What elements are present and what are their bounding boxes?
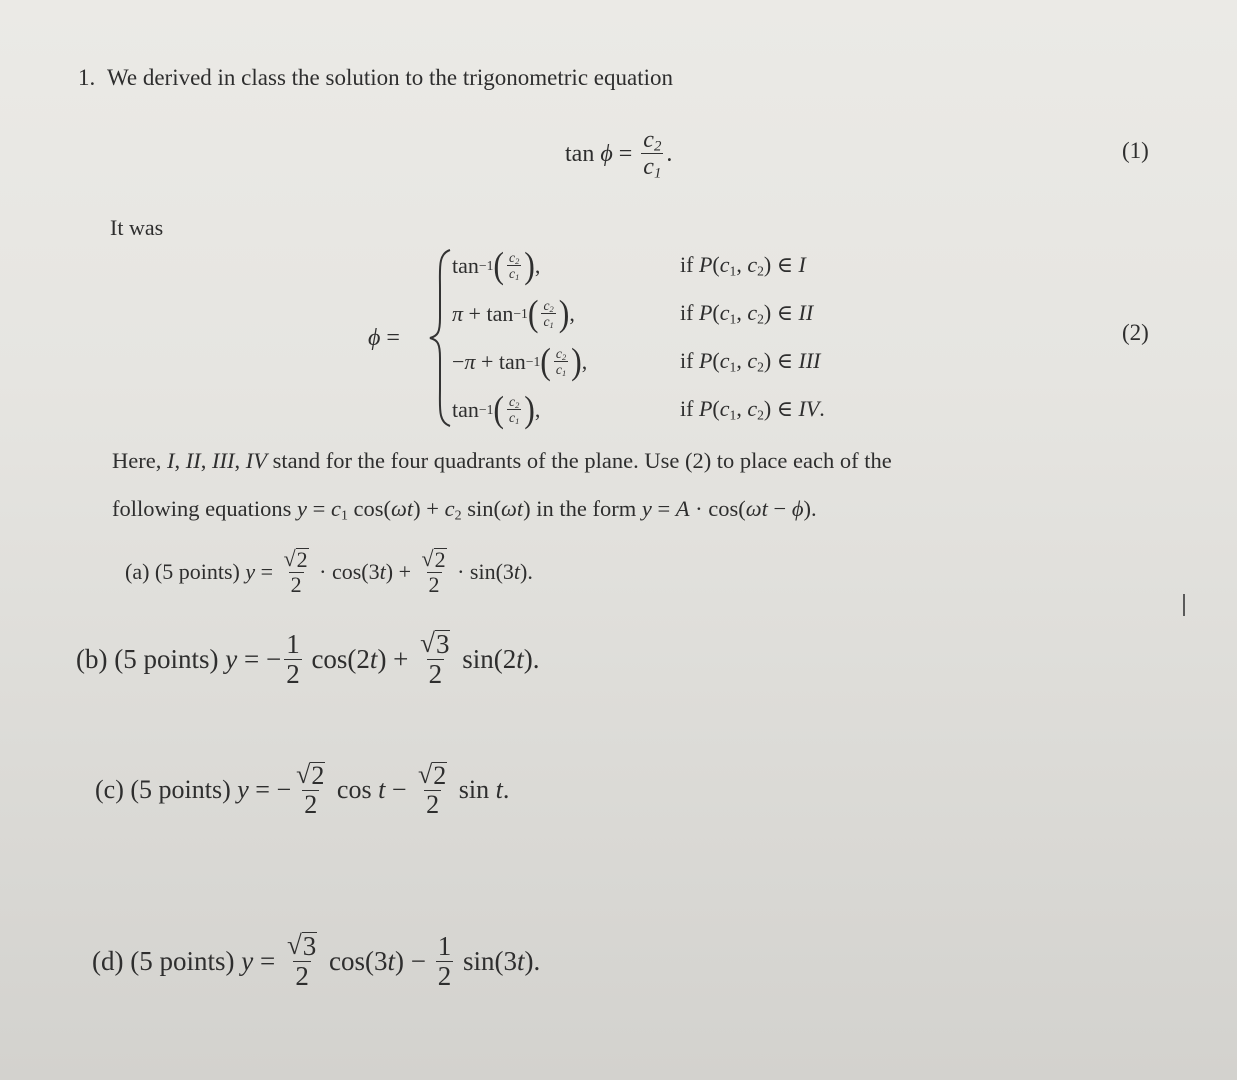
part-d: (d) (5 points) y = √ 3 2 cos(3 t ) − $\frac{1}{2}$ sin(3 t ). bbox=[92, 930, 541, 991]
part-b-points: (5 points) bbox=[114, 643, 219, 674]
equation-2-lhs: ϕ = bbox=[368, 325, 400, 351]
equation-2-tag: (2) bbox=[1122, 320, 1149, 345]
problem-number: 1. bbox=[78, 65, 96, 90]
part-c: (c) (5 points) y = − √ 2 2 cos t − √ 2 2 sin t . bbox=[95, 760, 510, 819]
left-brace bbox=[428, 248, 454, 428]
part-a-points: (5 points) bbox=[154, 559, 240, 584]
part-a-label: (a) bbox=[125, 559, 150, 584]
part-d-points: (5 points) bbox=[130, 945, 235, 976]
instructions-line-2: following equations $y = c_1$ $\cos(\omega t) + c_2$ sin(ωt) in the form y = A · cos(ωt − ϕ). bbox=[112, 496, 817, 524]
problem-intro-text: We derived in class the solution to the trigonometric equation bbox=[107, 65, 673, 90]
instructions-line-1: Here, I, II, III, IV stand for the four quadrants of the plane. Use (2) to place each of the bbox=[112, 448, 892, 473]
case-2: π + tan −1 ( $\frac{c_2}{c_1}$ ) , bbox=[452, 293, 575, 334]
case-2-condition: if $P(c_1$, $c_2$) ∈ II bbox=[680, 300, 814, 327]
it-was-label: It was bbox=[110, 215, 164, 240]
case-4: tan −1 ( $\frac{c_2}{c_1}$ ) , bbox=[452, 389, 541, 430]
part-d-label: (d) bbox=[92, 945, 124, 976]
part-b-label: (b) bbox=[76, 643, 108, 674]
equation-1-tag: (1) bbox=[1122, 138, 1149, 163]
case-3-condition: if $P(c_1$, $c_2$) ∈ III bbox=[680, 348, 821, 375]
problem-intro bbox=[78, 66, 673, 89]
part-c-label: (c) bbox=[95, 775, 124, 804]
part-c-points: (5 points) bbox=[130, 775, 231, 804]
part-b: (b) (5 points) y = − $\frac{1}{2}$ cos(2 t ) + √ 3 2 sin(2 t ). bbox=[76, 628, 540, 689]
part-a: (a) (5 points) y = √ 2 2 · cos(3 t ) + √ 2 2 · sin(3 t ). bbox=[125, 546, 533, 597]
case-4-condition: if $P(c_1$, $c_2$) ∈ IV. bbox=[680, 396, 825, 423]
case-3: − π + tan −1 ( $\frac{c_2}{c_1}$ ) , bbox=[452, 341, 588, 382]
case-1: tan −1 ( $\frac{c_2}{c_1}$ ) , bbox=[452, 245, 541, 286]
case-1-condition: if $P(c_1$, $c_2$) ∈ I bbox=[680, 252, 806, 279]
text-cursor bbox=[1183, 594, 1185, 616]
equation-1: tan ϕ = $\frac{c_2}{c_1}$ . bbox=[565, 127, 673, 182]
